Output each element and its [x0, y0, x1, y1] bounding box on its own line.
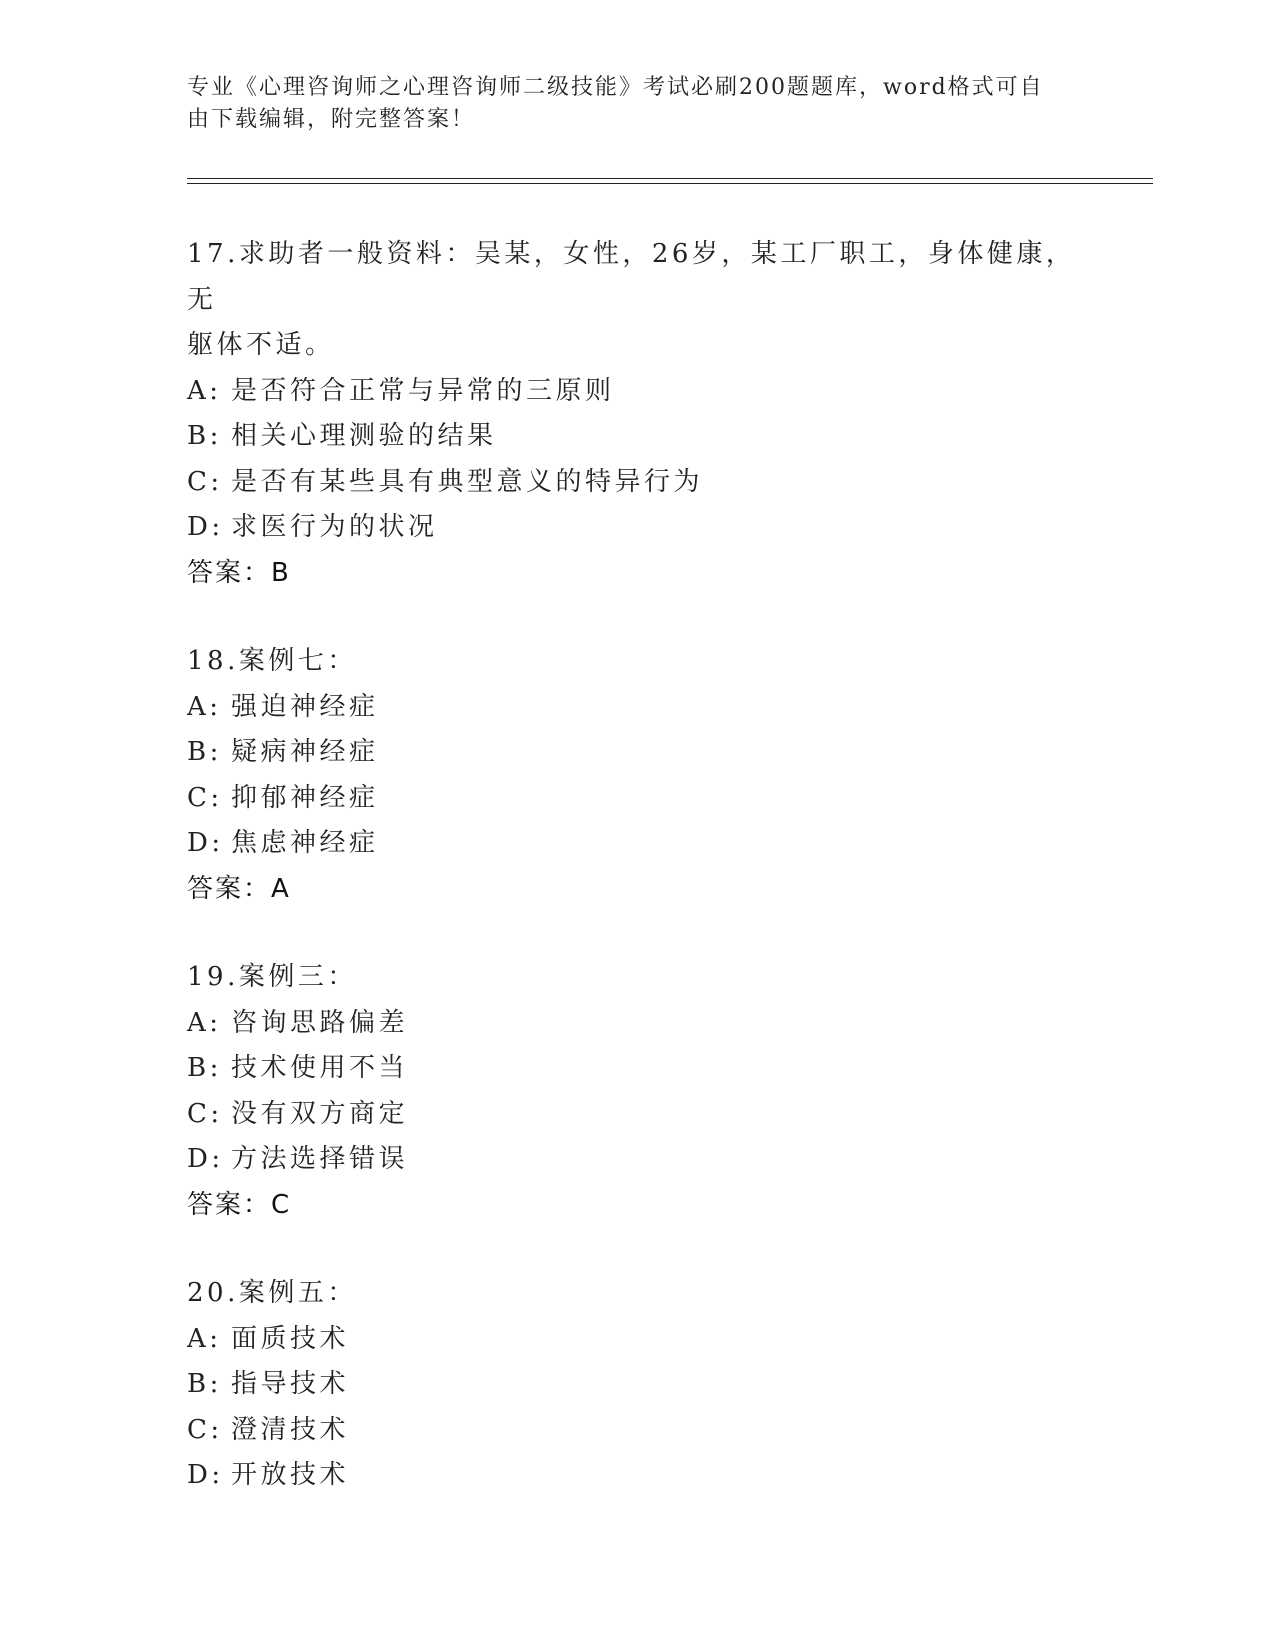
header-line-1: 专业《心理咨询师之心理咨询师二级技能》考试必刷200题题库，word格式可自	[187, 75, 1044, 100]
option-letter: D:	[187, 1460, 224, 1490]
option-c	[187, 1408, 1087, 1454]
question-list	[187, 232, 1087, 1542]
option-letter: D:	[187, 1144, 224, 1174]
option-a	[187, 685, 1087, 731]
option-text: 没有双方商定	[231, 1098, 409, 1129]
option-d	[187, 505, 1087, 551]
option-d	[187, 1453, 1087, 1499]
option-text: 指导技术	[231, 1369, 350, 1399]
option-c	[187, 776, 1087, 822]
option-letter: A:	[187, 375, 222, 406]
option-b	[187, 414, 1087, 460]
option-text: 疑病神经症	[231, 737, 379, 767]
option-text: 面质技术	[231, 1323, 350, 1354]
answer-line: 答案：A	[187, 873, 291, 904]
option-letter: A:	[187, 691, 222, 722]
header-divider-top	[187, 178, 1153, 179]
option-letter: C:	[187, 782, 223, 813]
option-d	[187, 1137, 1087, 1183]
question-stem-continued: 躯体不适。	[187, 330, 335, 360]
option-b	[187, 1046, 1087, 1092]
option-c	[187, 460, 1087, 506]
question-stem: 18.案例七：	[187, 646, 357, 676]
option-letter: C:	[187, 1414, 223, 1445]
option-b	[187, 1362, 1087, 1408]
question-20	[187, 1271, 1087, 1499]
answer-line: 答案：C	[187, 1189, 292, 1220]
option-letter: B:	[187, 421, 222, 451]
option-letter: A:	[187, 1007, 222, 1038]
header-divider-bottom	[187, 183, 1153, 184]
question-17	[187, 232, 1087, 596]
option-d	[187, 821, 1087, 867]
option-text: 澄清技术	[231, 1414, 350, 1445]
option-text: 是否有某些具有典型意义的特异行为	[231, 466, 704, 497]
option-b	[187, 730, 1087, 776]
option-text: 强迫神经症	[231, 691, 379, 722]
option-text: 方法选择错误	[231, 1144, 409, 1174]
question-stem: 20.案例五：	[187, 1278, 357, 1308]
header-line-2: 由下载编辑，附完整答案！	[187, 107, 476, 132]
question-19	[187, 955, 1087, 1228]
option-text: 焦虑神经症	[231, 828, 379, 858]
option-letter: D:	[187, 512, 224, 542]
option-letter: A:	[187, 1323, 222, 1354]
option-text: 开放技术	[231, 1460, 350, 1490]
question-18	[187, 639, 1087, 912]
option-text: 求医行为的状况	[231, 512, 438, 542]
option-a	[187, 369, 1087, 415]
option-text: 咨询思路偏差	[231, 1007, 409, 1038]
option-letter: B:	[187, 737, 222, 767]
option-a	[187, 1317, 1087, 1363]
document-header	[187, 72, 1067, 136]
question-stem: 19.案例三：	[187, 962, 357, 992]
option-letter: B:	[187, 1369, 222, 1399]
option-a	[187, 1001, 1087, 1047]
option-text: 抑郁神经症	[231, 782, 379, 813]
question-stem: 17.求助者一般资料：吴某，女性，26岁，某工厂职工，身体健康，无	[187, 239, 1076, 315]
option-text: 技术使用不当	[231, 1053, 409, 1083]
option-text: 相关心理测验的结果	[231, 421, 497, 451]
option-letter: C:	[187, 466, 223, 497]
option-letter: B:	[187, 1053, 222, 1083]
option-c	[187, 1092, 1087, 1138]
option-letter: C:	[187, 1098, 223, 1129]
option-letter: D:	[187, 828, 224, 858]
option-text: 是否符合正常与异常的三原则	[231, 375, 615, 406]
answer-line: 答案：B	[187, 557, 291, 588]
